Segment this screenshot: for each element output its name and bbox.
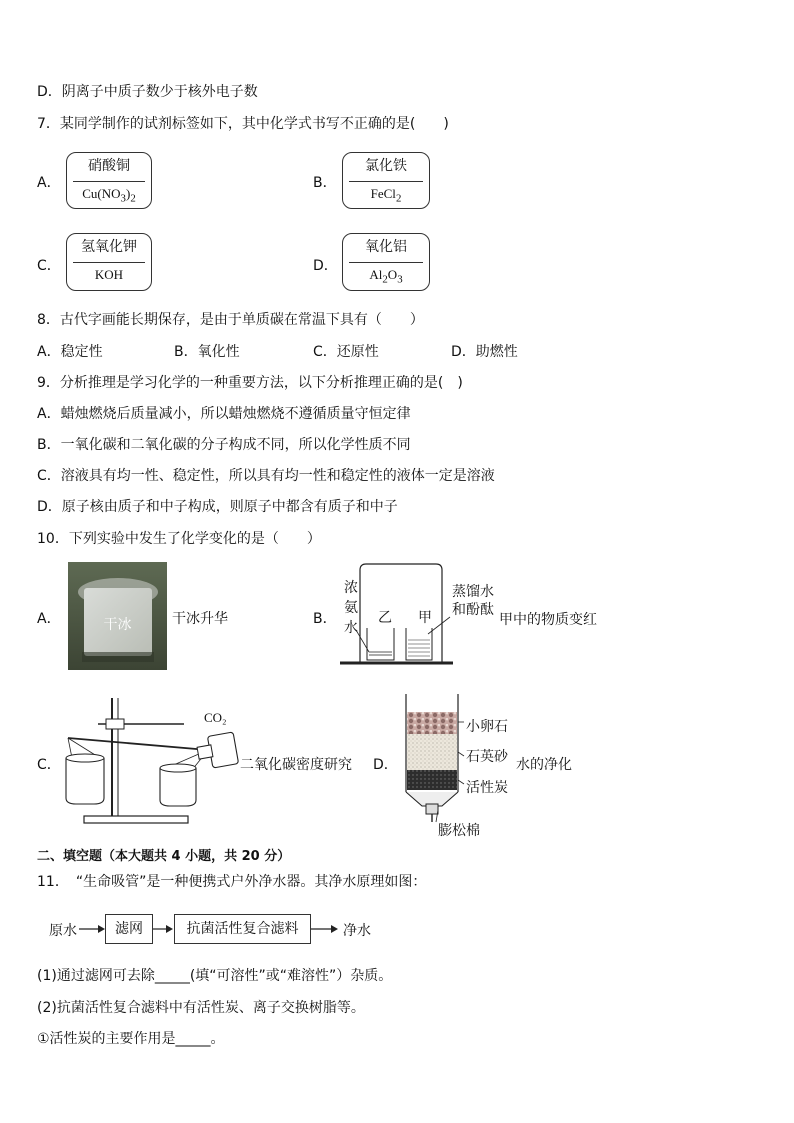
q10-option-a-caption: 干冰升华 [172, 611, 228, 627]
q7-label-a-name: 硝酸铜 [88, 158, 130, 174]
q8-option-b: B．氧化性 [174, 344, 240, 360]
pebble-layer-label: 小卵石 [466, 719, 508, 735]
distilled-water-label: 蒸馏水 [452, 584, 494, 600]
q7-label-b-name: 氯化铁 [365, 158, 407, 174]
dry-ice-photo [68, 562, 167, 670]
q7-label-b [342, 152, 430, 209]
q9-option-a: A．蜡烛燃烧后质量减小，所以蜡烛燃烧不遵循质量守恒定律 [37, 406, 411, 422]
q8-option-a: A．稳定性 [37, 344, 103, 360]
q10-option-a-letter: A． [37, 611, 61, 627]
ammonia-char-3: 水 [344, 620, 358, 636]
flow-box-filter-mesh: 滤网 [105, 914, 153, 944]
q7-option-a-letter: A． [37, 175, 61, 191]
q9-stem: 9．分析推理是学习化学的一种重要方法，以下分析推理正确的是( ) [37, 375, 463, 391]
divider [73, 181, 145, 182]
q7-label-d-name: 氧化铝 [365, 239, 407, 255]
q7-option-b-letter: B． [313, 175, 337, 191]
beaker-jia-label: 甲 [418, 610, 432, 626]
divider [349, 262, 423, 263]
q11-part-1: (1)通过滤网可去除_____(填“可溶性”或“难溶性”）杂质。 [37, 968, 393, 984]
divider [349, 181, 423, 182]
phenolphthalein-label: 和酚酞 [452, 602, 494, 618]
ammonia-label [343, 578, 359, 638]
water-filter-apparatus [400, 694, 466, 824]
q7-label-c [66, 233, 152, 291]
q9-option-d: D．原子核由质子和中子构成，则原子中都含有质子和中子 [37, 499, 398, 515]
q10-option-b-letter: B． [313, 611, 337, 627]
ammonia-char-1: 浓 [344, 580, 358, 596]
cotton-label: 膨松棉 [438, 823, 480, 839]
quartz-sand-layer-label: 石英砂 [466, 749, 508, 765]
flow-box-composite-filter: 抗菌活性复合滤料 [174, 914, 311, 944]
co2-label: CO₂ [204, 710, 227, 725]
section-heading: 二、填空题（本大题共 4 小题，共 20 分） [37, 849, 291, 864]
q7-label-c-formula: KOH [94, 267, 124, 282]
q7-label-d [342, 233, 430, 291]
q9-option-b: B．一氧化碳和二氧化碳的分子构成不同，所以化学性质不同 [37, 437, 411, 453]
q7-option-c-letter: C． [37, 258, 61, 274]
divider [73, 262, 145, 263]
q7-label-b-formula: FeCl$_2$ [370, 186, 402, 205]
q10-stem: 10．下列实验中发生了化学变化的是（ ） [37, 531, 321, 547]
beaker-yi-label: 乙 [378, 610, 392, 626]
q10-option-c-caption: 二氧化碳密度研究 [240, 757, 352, 773]
q11-part-2-1: ①活性炭的主要作用是_____。 [37, 1031, 225, 1047]
q7-option-d-letter: D． [313, 258, 338, 274]
q7-label-c-name: 氢氧化钾 [81, 239, 137, 255]
q10-option-d-caption: 水的净化 [516, 757, 572, 773]
q7-label-d-formula: $Al_2O_3$ [369, 267, 403, 286]
q10-option-d-letter: D． [373, 757, 398, 773]
q9-option-c: C．溶液具有均一性、稳定性，所以具有均一性和稳定性的液体一定是溶液 [37, 468, 495, 484]
q10-option-c-letter: C． [37, 757, 61, 773]
activated-carbon-layer-label: 活性炭 [466, 780, 508, 796]
q8-option-d: D．助燃性 [451, 344, 518, 360]
flow-end: 净水 [343, 923, 371, 939]
q7-label-a-formula: $Cu(NO_3)_2$ [82, 186, 136, 205]
q11-part-2: (2)抗菌活性复合滤料中有活性炭、离子交换树脂等。 [37, 1000, 365, 1016]
dry-ice-label: 干冰 [103, 617, 132, 633]
flow-start: 原水 [49, 923, 77, 939]
ammonia-char-2: 氨 [344, 600, 358, 616]
q7-stem: 7．某同学制作的试剂标签如下，其中化学式书写不正确的是( ) [37, 116, 449, 132]
q11-stem: 11． “生命吸管”是一种便携式户外净水器。其净水原理如图： [37, 874, 427, 890]
q7-label-a [66, 152, 152, 209]
q8-option-c: C．还原性 [313, 344, 379, 360]
q6-option-d: D．阴离子中质子数少于核外电子数 [37, 84, 258, 100]
q8-stem: 8．古代字画能长期保存，是由于单质碳在常温下具有（ ） [37, 312, 424, 328]
q10-option-b-caption: 甲中的物质变红 [499, 612, 597, 628]
